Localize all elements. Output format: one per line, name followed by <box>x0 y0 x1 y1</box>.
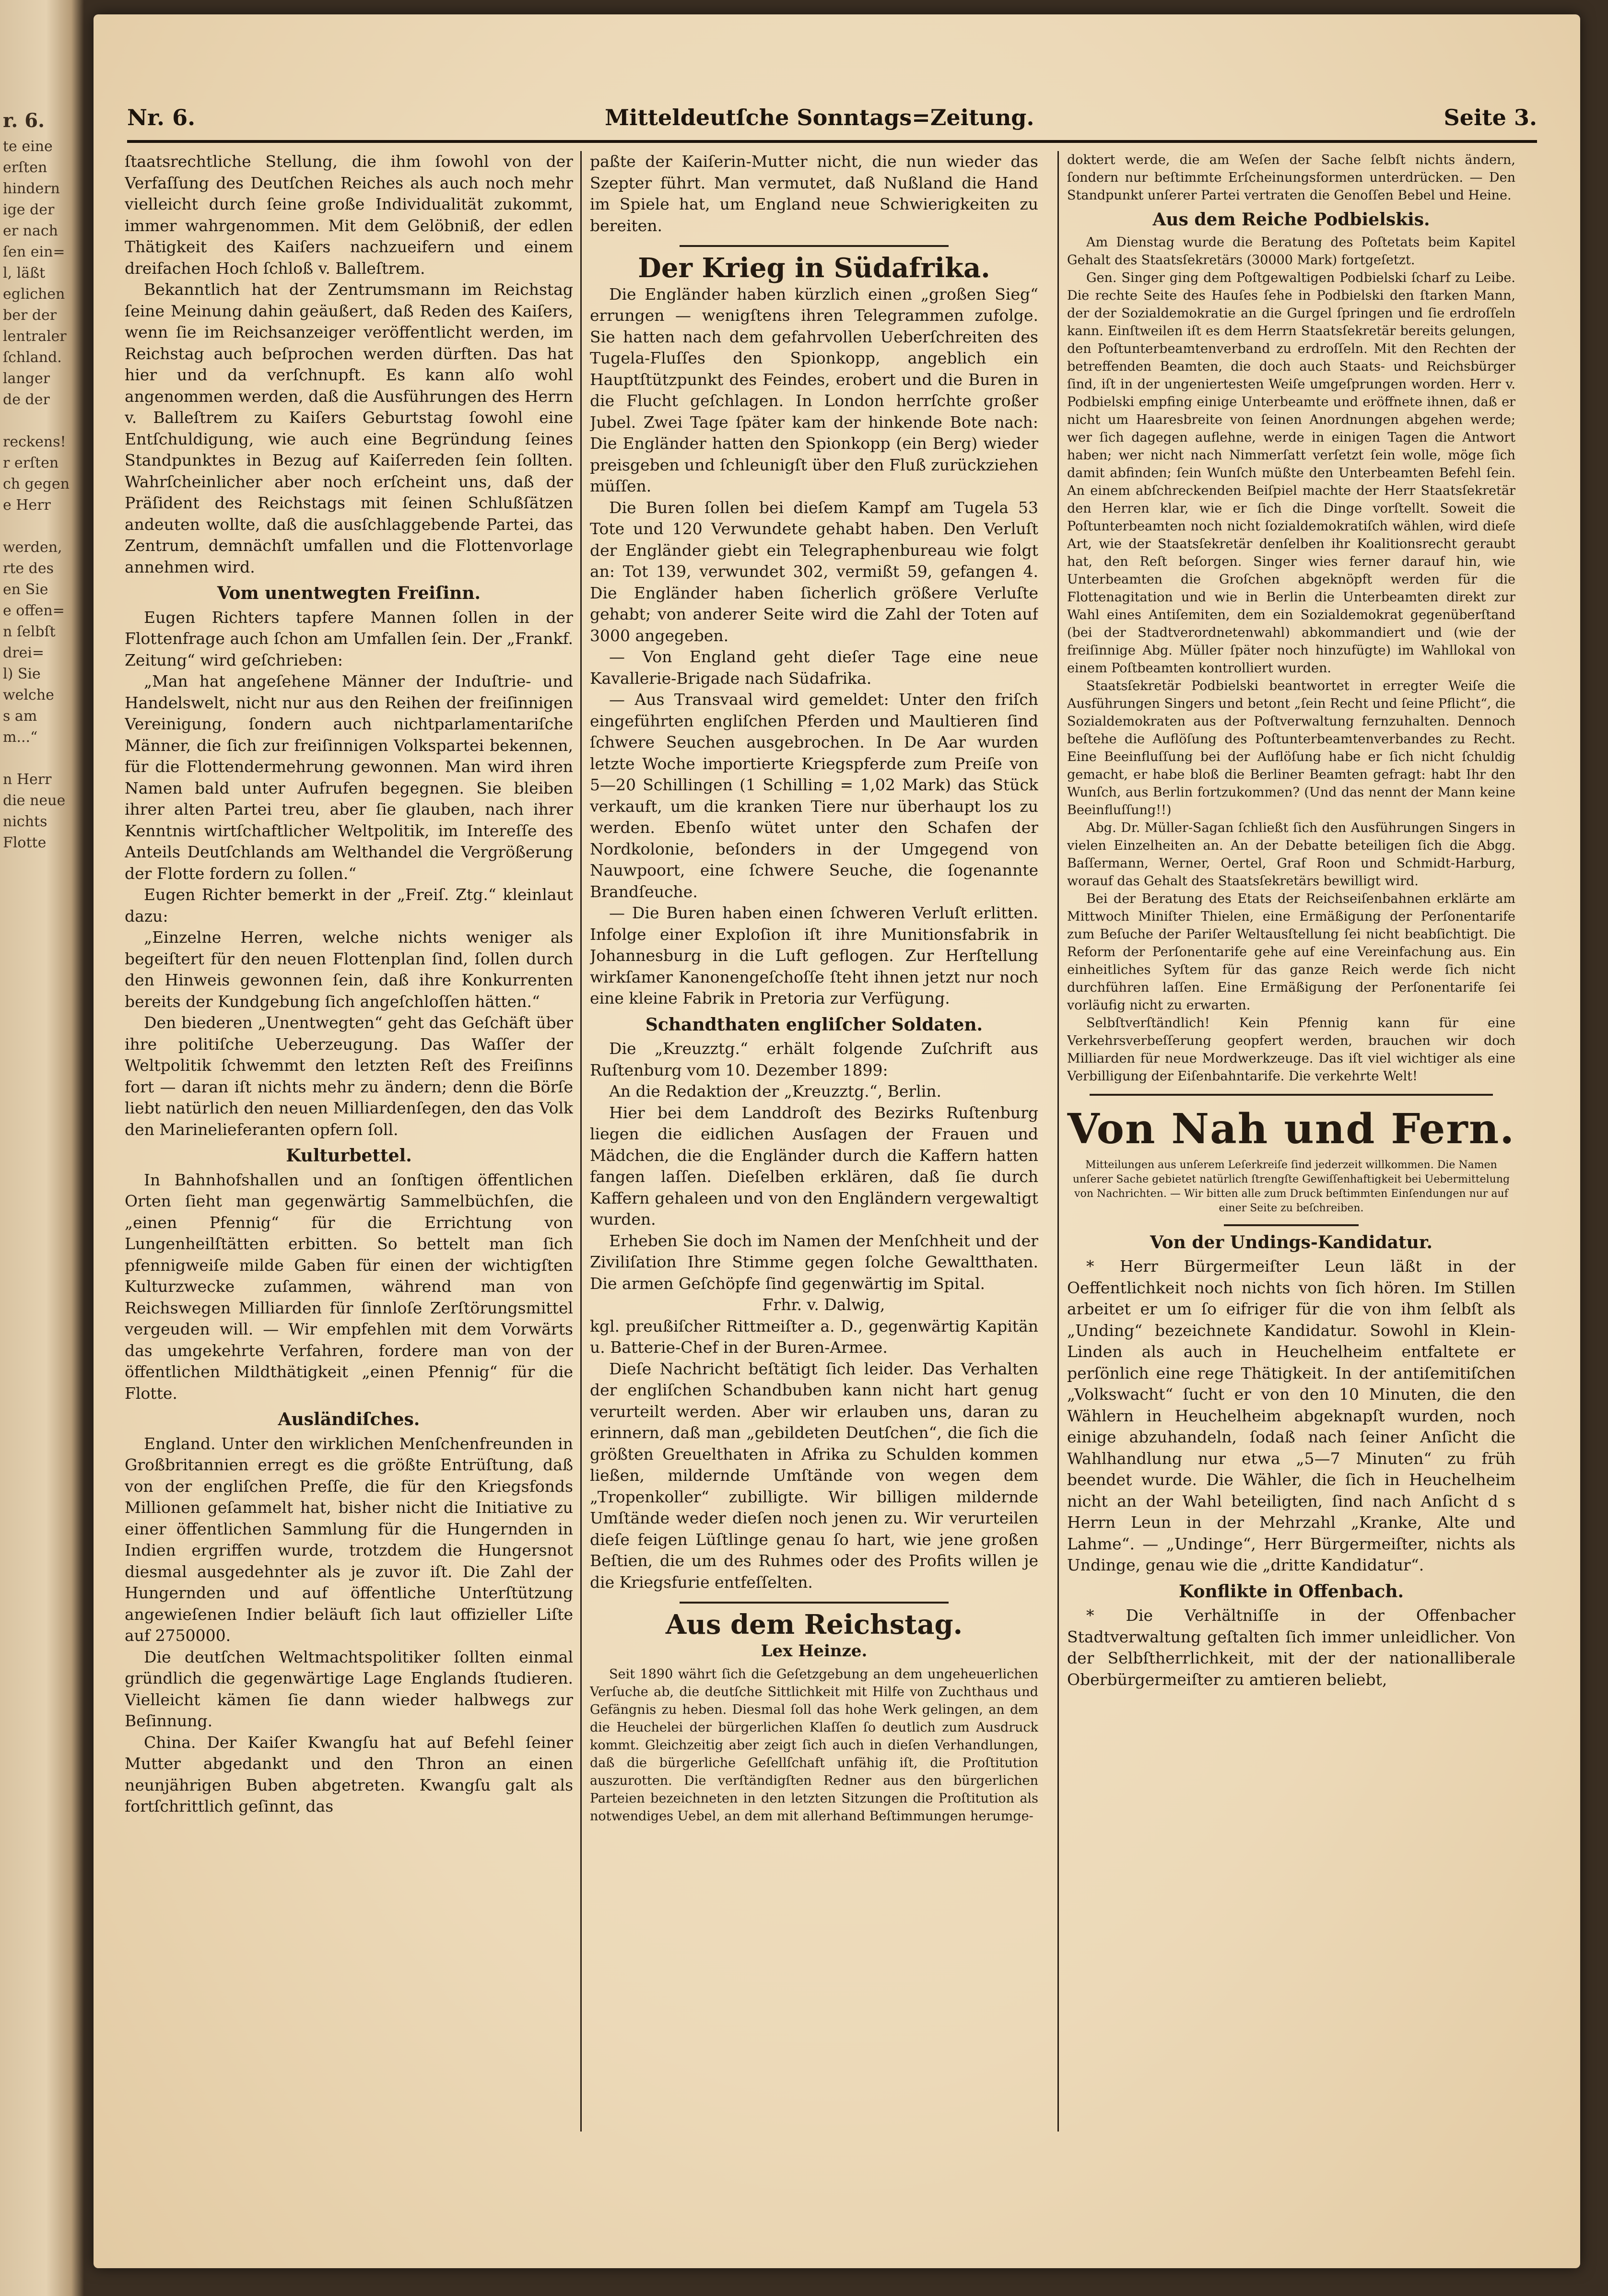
article-paragraph: Staatsſekretär Podbielski beantwortet in erregter Weiſe die Ausführungen Singers und betont „ſein Recht und ſeine Pflicht“, die Sozialdemokraten aus der Poſtverwaltung fernzuhalten. Dennoch beſtehe die Auflöſung des Poſtunterbeamtenverbandes zu Recht. Eine Beeinfluſſung bei der Auflöſung habe er ſich nicht ſchuldig gemacht, er habe bloß die Berliner Beamten gefragt: habt Ihr den Wunſch, aus Berlin fortzukommen? (Und das nennt der Mann keine Beeinfluſſung!!) <box>1067 678 1515 818</box>
column-divider <box>1057 151 1059 2132</box>
article-paragraph: Bekanntlich hat der Zentrumsmann im Reichstag ſeine Meinung dahin geäußert, daß Reden des Kaiſers, wenn ſie im Reichsanzeiger veröffentlicht werden, im Reichstag auch beſprochen werden dürften. Das hat hier und da verſchnupft. Es kann alſo wohl angenommen werden, daß die Ausführungen des Herrn v. Balleſtrem zu Kaiſers Geburtstag ſowohl eine Entſchuldigung, wie auch eine Begründung ſeines Standpunktes in Bezug auf Kaiſerreden ſein ſollten. Wahrſcheinlicher aber noch erſcheint uns, daß der Präſident des Reichstags mit ſeinen Schlußſätzen andeuten wollte, daß die ausſchlaggebende Partei, das Zentrum, demnächſt umfallen und die Flottenvorlage annehmen wird. <box>125 280 573 576</box>
section-heading: Kulturbettel. <box>286 1146 412 1166</box>
previous-page-edge <box>0 0 84 2296</box>
newspaper-title: Mitteldeutſche Sonntags=Zeitung. <box>605 105 1034 130</box>
previous-page-line: hindern <box>3 180 60 197</box>
signature-title: kgl. preußiſcher Rittmeiſter a. D., gegenwärtig Kapitän u. Batterie-Chef in der Buren-Armee. <box>590 1316 1038 1357</box>
editorial-notice: Mitteilungen aus unſerem Leſerkreiſe ſind jederzeit willkommen. Die Namen unſerer Sache gebietet natürlich ſtrengſte Gewiſſenhaftigkeit bei Uebermittelung von Nachrichten. — Wir bitten alle zum Druck beſtimmten Einſendungen nur auf einer Seite zu beſchreiben. <box>1072 1159 1510 1214</box>
article-headline: Der Krieg in Südafrika. <box>638 252 990 284</box>
previous-page-line <box>3 748 75 769</box>
previous-page-line: en Sie <box>3 581 48 598</box>
previous-page-line: l) Sie <box>3 666 41 682</box>
article-paragraph: Hier bei dem Landdroſt des Bezirks Ruſtenburg liegen die eidlichen Ausſagen der Frauen und Mädchen, die die Engländer durch die Kaffern hatten fangen laſſen. Dieſelben erklären, daß ſie durch Kaffern gehaleen und von den Engländern vergewaltigt wurden. <box>590 1103 1038 1229</box>
previous-page-line: Flotte <box>3 834 47 851</box>
article-paragraph: „Man hat angeſehene Männer der Induſtrie- und Handelswelt, nicht nur aus den Reihen der freiſinnigen Vereinigung, ſondern auch nichtparlamentariſche Männer, die ſich zur freiſinnigen Volkspartei bekennen, für die Flottendermehrung gewonnen. Man wird ihren Namen bald unter Aufrufen begegnen. Sie bleiben ihrer alten Partei treu, aber ſie glauben, nach ihrer Kenntnis wirtſchaftlicher Weltpolitik, im Intereſſe des Anteils Deutſchlands am Welthandel die Vergrößerung der Flotte fordern zu ſollen.“ <box>125 672 573 883</box>
article-paragraph: China. Der Kaiſer Kwangſu hat auf Befehl ſeiner Mutter abgedankt und den Thron an einen neunjährigen Buben abgetreten. Kwangſu galt als fortſchrittlich geſinnt, das <box>125 1733 573 1816</box>
section-rule <box>680 1602 949 1604</box>
section-heading: Aus dem Reiche Podbielskis. <box>1152 210 1430 230</box>
article-paragraph: Bei der Beratung des Etats der Reichseiſenbahnen erklärte am Mittwoch Miniſter Thielen, eine Ermäßigung der Perſonentarife zum Beſuche der Pariſer Weltausſtellung ſei nicht beabſichtigt. Die Reform der Perſonentarife gehe auf eine Vereinfachung aus. Ein einheitliches Syſtem für das ganze Reich werde ſich nicht durchführen laſſen. Eine Ermäßigung der Perſonentarife ſei vorläufig nicht zu erwarten. <box>1067 891 1515 1013</box>
previous-page-line: rte des <box>3 560 54 577</box>
previous-page-line: erſten <box>3 159 47 176</box>
previous-page-line: reckens! <box>3 433 66 450</box>
article-paragraph: — Aus Transvaal wird gemeldet: Unter den friſch eingeführten engliſchen Pferden und Maultieren ſind ſchwere Seuchen ausgebrochen. In De Aar wurden letzte Woche importierte Kriegspferde zum Preiſe von 5—20 Schillingen (1 Schilling = 1,02 Mark) das Stück verkauft, um die kranken Tiere nur überhaupt los zu werden. Ebenſo wütet unter den Schafen der Nordkolonie, beſonders in der Umgegend von Nauwpoort, eine ſchwere Seuche, die ſogenannte Brandſeuche. <box>590 690 1038 901</box>
section-heading: Von der Undings-Kandidatur. <box>1150 1232 1433 1253</box>
previous-page-line: e Herr <box>3 497 51 514</box>
previous-page-line: eglichen <box>3 286 65 303</box>
article-paragraph: Eugen Richter bemerkt in der „Freiſ. Ztg.“ kleinlaut dazu: <box>125 885 573 925</box>
previous-page-line: lentraler <box>3 328 67 345</box>
section-heading: Konflikte in Offenbach. <box>1178 1581 1404 1602</box>
article-paragraph: Die „Kreuzztg.“ erhält folgende Zuſchrift aus Ruſtenburg vom 10. Dezember 1899: <box>590 1039 1038 1079</box>
article-paragraph: „Einzelne Herren, welche nichts weniger als begeiſtert für den neuen Flottenplan ſind, ſollen durch den Hinweis gewonnen ſein, daß ihre Konkurrenten bereits der Kundgebung ſich angeſchloſſen hätten.“ <box>125 928 573 1011</box>
article-paragraph: Den biederen „Unentwegten“ geht das Geſchäft über ihre politiſche Ueberzeugung. Das Waſſer der Weltpolitik ſchwemmt den letzten Reſt des Freiſinns fort — daran iſt nichts mehr zu ändern; denn die Börſe liebt natürlich den neuen Milliardenſegen, den das Volk den Marinelieferanten opfern ſoll. <box>125 1013 573 1139</box>
section-rule <box>1090 1094 1493 1096</box>
article-paragraph: In Bahnhofshallen und an ſonſtigen öffentlichen Orten ſieht man gegenwärtig Sammelbüchſen, die „einen Pfennig“ für die Errichtung von Lungenheilſtätten erbitten. So bettelt man ſich pfennigweiſe milde Gaben für einen der wichtigſten Kulturzwecke zuſammen, während man von Reichswegen Milliarden für ſinnloſe Zerſtörungsmittel vergeuden will. — Wir empfehlen mit dem Vorwärts das umgekehrte Verfahren, fordere man von der öffentlichen Mildthätigkeit „einen Pfennig“ für die Flotte. <box>125 1170 573 1403</box>
previous-page-line: n ſelbſt <box>3 623 56 640</box>
previous-page-line: ſchland. <box>3 349 62 366</box>
column-1 <box>125 151 573 2132</box>
article-paragraph: paßte der Kaiſerin-Mutter nicht, die nun wieder das Szepter führt. Man vermutet, daß Nußland die Hand im Spiele hat, um England neue Schwierigkeiten zu bereiten. <box>590 152 1038 235</box>
previous-page-lines <box>3 136 75 854</box>
previous-page-line: s am <box>3 708 37 725</box>
article-paragraph: Die Buren ſollen bei dieſem Kampf am Tugela 53 Tote und 120 Verwundete gehabt haben. Den Verluſt der Engländer giebt ein Telegraphenbureau wie folgt an: Tot 139, verwundet 302, vermißt 59, gefangen 4. Die Engländer haben ſicherlich größere Verluſte gehabt; von anderer Seite wird die Zahl der Toten auf 3000 angegeben. <box>590 498 1038 645</box>
previous-page-line: ch gegen <box>3 476 70 492</box>
previous-page-line: te eine <box>3 138 53 155</box>
article-paragraph: Dieſe Nachricht beſtätigt ſich leider. Das Verhalten der engliſchen Schandbuben kann nicht hart genug verurteilt werden. Aber wir erlauben uns, daran zu erinnern, daß man „gebildeten Deutſchen“, die ſich die größten Greuelthaten in Afrika zu Schulden kommen ließen, mildernde Umſtände von wegen dem „Tropenkoller“ zubilligte. Wir billigen mildernde Umſtände weder dieſen noch jenen zu. Wir verurteilen dieſe feigen Lüſtlinge genau ſo hart, wie jene großen Beſtien, die um des Ruhmes oder des Profits willen je die Kriegsfurie entfeſſelten. <box>590 1359 1038 1592</box>
section-heading: Vom unentwegten Freiſinn. <box>217 583 481 603</box>
section-rule <box>680 245 949 247</box>
page-number: Seite 3. <box>1444 105 1537 130</box>
previous-page-line: de der <box>3 391 50 408</box>
previous-page-line: r erſten <box>3 455 59 471</box>
previous-page-line <box>3 410 75 432</box>
article-paragraph: Die Engländer haben kürzlich einen „großen Sieg“ errungen — wenigſtens ihren Telegrammen zufolge. Sie hatten nach dem gefahrvollen Ueberſchreiten des Tugela-Fluſſes den Spionkopp, angeblich ein Hauptſtützpunkt des Feindes, erobert und die Buren in die Flucht geſchlagen. In London herrſchte großer Jubel. Zwei Tage ſpäter kam der hinkende Bote nach: Die Engländer hatten den Spionkopp (ein Berg) wieder preisgeben und ſchleunigſt über den Fluß zurückziehen müſſen. <box>590 284 1038 495</box>
article-paragraph: Eugen Richters tapfere Mannen ſollen in der Flottenfrage auch ſchon am Umfallen ſein. Der „Frankf. Zeitung“ wird geſchrieben: <box>125 608 573 669</box>
article-paragraph: — Von England geht dieſer Tage eine neue Kavallerie-Brigade nach Südafrika. <box>590 647 1038 688</box>
previous-page-line: ber der <box>3 307 57 324</box>
page-header <box>127 101 1537 134</box>
article-paragraph: England. Unter den wirklichen Menſchenfreunden in Großbritannien erregt es die größte Entrüſtung, daß von der engliſchen Preſſe, die für den Kriegsfonds Millionen geſammelt hat, bisher nicht die Initiative zu einer öffentlichen Sammlung für die Hungernden in Indien ergriffen wurde, trotzdem die Hungersnot diesmal ausgedehnter als je zuvor iſt. Die Zahl der Hungernden und auf öffentliche Unterſtützung angewieſenen Indier beläuft ſich laut offizieller Liſte auf 2750000. <box>125 1434 573 1645</box>
newspaper-page <box>94 14 1580 2268</box>
signature-name: Frhr. v. Dalwig, <box>762 1295 885 1314</box>
article-paragraph: * Herr Bürgermeiſter Leun läßt in der Oeffentlichkeit noch nichts von ſich hören. Im Stillen arbeitet er um ſo eifriger für die von ihm ſelbſt als „Unding“ bezeichnete Kandidatur. Sowohl in Klein-Linden als auch in Heuchelheim entfaltete er perſönlich eine rege Thätigkeit. In der antiſemitiſchen „Volkswacht“ ſucht er von den 10 Minuten, die den Wählern in Heuchelheim abgeknapſt wurden, noch einige abzuhandeln, ſodaß nach ſeiner Anſicht die Wahlhandlung nur etwa „5—7 Minuten“ zu früh beendet wurde. Die Wähler, die ſich in Heuchelheim nicht an der Wahl beteiligten, ſind nach Anſicht d s Herrn Leun in der Mehrzahl „Kranke, Alte und Lahme“. — „Undinge“, Herr Bürgermeiſter, nichts als Undinge, genau wie die „dritte Kandidatur“. <box>1067 1257 1515 1574</box>
section-heading: Ausländiſches. <box>278 1409 420 1429</box>
section-heading: Schandthaten engliſcher Soldaten. <box>645 1014 983 1035</box>
section-masthead: Von Nah und Fern. <box>1067 1104 1515 1153</box>
column-divider <box>580 151 582 2132</box>
previous-page-line: m...“ <box>3 729 38 746</box>
issue-number: Nr. 6. <box>127 105 196 130</box>
article-paragraph: — Die Buren haben einen ſchweren Verluſt erlitten. Infolge einer Exploſion iſt ihre Munitionsfabrik in Johannesburg in die Luft geflogen. Zur Herſtellung wirkſamer Kanonengeſchoſſe ſteht ihnen jetzt nur noch eine kleine Fabrik in Pretoria zur Verfügung. <box>590 903 1038 1007</box>
article-paragraph: Am Dienstag wurde die Beratung des Poſtetats beim Kapitel Gehalt des Staatsſekretärs (30000 Mark) fortgeſetzt. <box>1067 234 1515 268</box>
article-paragraph: An die Redaktion der „Kreuzztg.“, Berlin. <box>609 1082 941 1101</box>
previous-page-line <box>3 516 75 537</box>
article-paragraph: Abg. Dr. Müller-Sagan ſchließt ſich den Ausführungen Singers in vielen Einzelheiten an. An der Debatte beteiligen ſich die Abgg. Baſſermann, Werner, Oertel, Graf Roon und Schmidt-Harburg, worauf das Gehalt des Staatsſekretärs bewilligt wird. <box>1067 820 1515 889</box>
previous-page-line: drei= <box>3 644 45 661</box>
previous-page-line: er nach <box>3 223 58 239</box>
previous-page-line: langer <box>3 370 50 387</box>
article-subheading: Lex Heinze. <box>761 1641 868 1661</box>
previous-page-number: r. 6. <box>3 110 45 132</box>
column-2 <box>590 151 1038 2132</box>
article-paragraph: doktert werde, die am Weſen der Sache ſelbſt nichts ändern, ſondern nur beſtimmte Erſcheinungsformen unterdrücken. — Den Standpunkt unſerer Partei vertraten die Genoſſen Bebel und Heine. <box>1067 152 1515 203</box>
previous-page-line: welche <box>3 687 54 703</box>
article-paragraph: Gen. Singer ging dem Poſtgewaltigen Podbielski ſcharf zu Leibe. Die rechte Seite des Hauſes ſehe in Podbielski den ſtarken Mann, der der Sozialdemokratie an die Gurgel ſpringen und ſie erdroſſeln kann. Einſtweilen iſt es dem Herrn Staatsſekretär bereits gelungen, den Poſtunterbeamtenverband zu erdroſſeln. Mit den Rechten der betreffenden Beamten, die doch auch Staats- und Reichsbürger ſind, iſt in der ungeniertesten Weiſe umgeſprungen worden. Herr v. Podbielski empfing einige Unterbeamte und eröffnete ihnen, daß er nicht um Haaresbreite von ſeinen Anordnungen abgehen werde; wer ſich dagegen auflehne, werde in einigen Tagen die Antwort haben; wer nicht nach Nimmerſatt verſetzt ſein wolle, möge ſich damit abfinden; ſein Wunſch müßte den Unterbeamten Befehl ſein. An einem abſchreckenden Beiſpiel machte der Herr Staatsſekretär den Herren klar, wie er ſich die Dinge vorſtellt. Soweit die Poſtunterbeamten noch nicht ſozialdemokratiſch wählen, wird dieſe Art, wie der Staatsſekretär denſelben ihr Koalitionsrecht geraubt hat, den Reſt beſorgen. Singer wies ferner darauf hin, wie Unterbeamten die Groſchen abgeknöpft werden für die Flottenagitation und wie in Berlin die Unterbeamten direkt zur Wahl eines Antiſemiten, dem ein Sozialdemokrat gegenüberſtand (bei der Stadtverordnetenwahl) abkommandiert und (wie der freiſinnige Abg. Müller ſpäter noch hinzufügte) im Wahllokal von einem Poſtbeamten kontrolliert wurden. <box>1067 270 1515 676</box>
previous-page-line: e offen= <box>3 602 65 619</box>
header-rule <box>127 140 1537 143</box>
previous-page-line: nichts <box>3 813 47 830</box>
article-paragraph: * Die Verhältniſſe in der Offenbacher Stadtverwaltung geſtalten ſich immer unleidlicher. Von der Selbſtherrlichkeit, mit der der nationalliberale Oberbürgermeiſter zu amtieren beliebt, <box>1067 1606 1515 1689</box>
previous-page-line: werden, <box>3 539 62 556</box>
previous-page-line: l, läßt <box>3 265 46 281</box>
section-rule <box>1224 1224 1359 1226</box>
previous-page-text <box>3 110 75 854</box>
previous-page-line: ſen ein= <box>3 244 65 260</box>
article-paragraph: ſtaatsrechtliche Stellung, die ihm ſowohl von der Verfaſſung des Deutſchen Reiches als auch noch mehr vielleicht durch ſeine große Individualität zukommt, immer wahrgenommen. Mit dem Gelöbniß, der edlen Thätigkeit des Kaiſers nachzueifern und einem dreifachen Hoch ſchloß v. Balleſtrem. <box>125 152 573 278</box>
article-paragraph: Seit 1890 währt ſich die Geſetzgebung an dem ungeheuerlichen Verſuche ab, die deutſche Sittlichkeit mit Hilfe von Zuchthaus und Gefängnis zu heben. Diesmal ſoll das hohe Werk gelingen, an dem die Heuchelei der bürgerlichen Klaſſen ſo deutlich zum Ausdruck kommt. Gleichzeitig aber zeigt ſich auch in dieſen Verhandlungen, daß die bürgerliche Geſellſchaft unfähig iſt, die Proſtitution auszurotten. Die verſtändigſten Redner aus den bürgerlichen Parteien bezeichneten in den letzten Sitzungen die Proſtitution als notwendiges Uebel, an dem mit allerhand Beſtimmungen herumge- <box>590 1667 1038 1824</box>
previous-page-line: n Herr <box>3 771 52 788</box>
previous-page-line: die neue <box>3 792 66 809</box>
article-paragraph: Selbſtverſtändlich! Kein Pfennig kann für eine Verkehrsverbeſſerung geopfert werden, brauchen wir doch Milliarden für neue Mordwerkzeuge. Das iſt viel wichtiger als eine Verbilligung der Eiſenbahntarife. Die verkehrte Welt! <box>1067 1015 1515 1084</box>
article-paragraph: Erheben Sie doch im Namen der Menſchheit und der Ziviliſation Ihre Stimme gegen ſolche Gewaltthaten. Die armen Geſchöpfe ſind gegenwärtig im Spital. <box>590 1231 1038 1293</box>
column-3 <box>1067 151 1515 2132</box>
article-headline: Aus dem Reichstag. <box>665 1609 963 1640</box>
previous-page-line: ige der <box>3 201 55 218</box>
article-paragraph: Die deutſchen Weltmachtspolitiker ſollten einmal gründlich die gegenwärtige Lage Englands ſtudieren. Vielleicht kämen ſie dann wieder halbwegs zur Beſinnung. <box>125 1647 573 1730</box>
